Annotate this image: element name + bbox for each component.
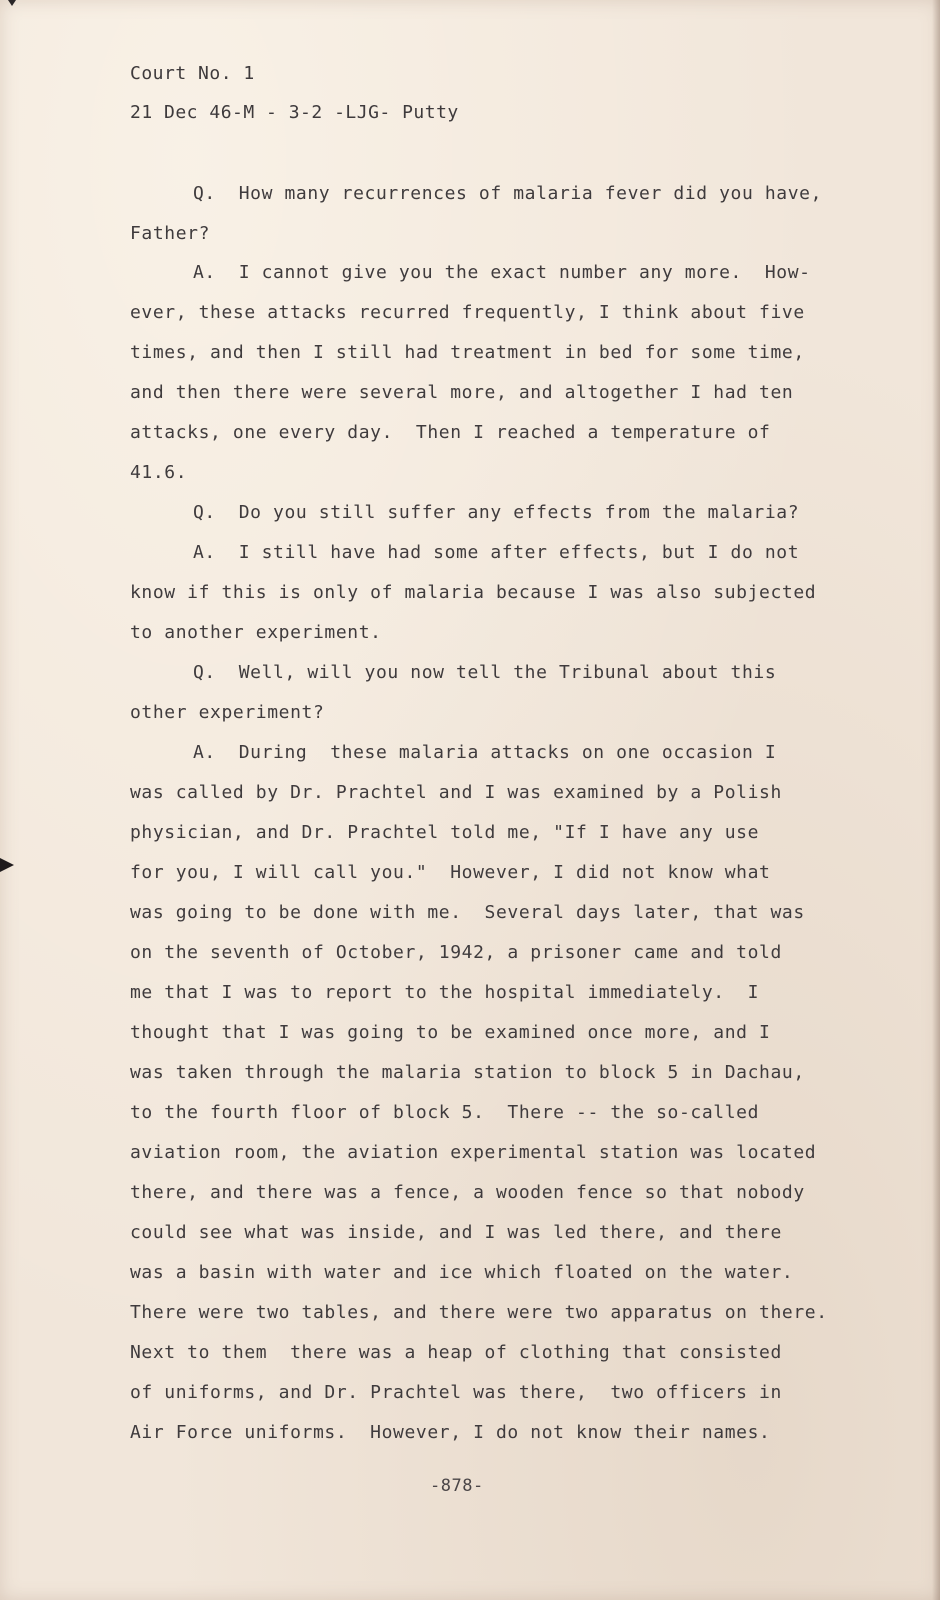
transcript-line: There were two tables, and there were two apparatus on there. [130,1302,828,1323]
transcript-line: Q. Do you still suffer any effects from the malaria? [193,502,800,523]
transcript-line: could see what was inside, and I was led there, and there [130,1222,782,1243]
transcript-line: and then there were several more, and altogether I had ten [130,382,794,403]
transcript-line: was called by Dr. Prachtel and I was examined by a Polish [130,782,782,803]
transcript-line: A. I cannot give you the exact number any more. How- [193,262,811,283]
transcript-line: thought that I was going to be examined once more, and I [130,1022,771,1043]
transcript-line: Q. Well, will you now tell the Tribunal about this [193,662,777,683]
transcript-line: Father? [130,223,211,244]
transcript-line: to another experiment. [130,622,382,643]
transcript-line: of uniforms, and Dr. Prachtel was there, two officers in [130,1382,782,1403]
transcript-line: A. During these malaria attacks on one occasion I [193,742,777,763]
transcript-line: there, and there was a fence, a wooden fence so that nobody [130,1182,805,1203]
transcript-line: know if this is only of malaria because I was also subjected [130,582,817,603]
transcript-line: Air Force uniforms. However, I do not know their names. [130,1422,771,1443]
transcript-line: aviation room, the aviation experimental station was located [130,1142,817,1163]
transcript-line: on the seventh of October, 1942, a prisoner came and told [130,942,782,963]
transcript-line: Next to them there was a heap of clothing that consisted [130,1342,782,1363]
court-number: Court No. 1 [130,63,255,84]
transcript-line: 41.6. [130,462,188,483]
transcript-line: was going to be done with me. Several days later, that was [130,902,805,923]
page-edge-shadow [932,0,940,1600]
transcript-line: Q. How many recurrences of malaria fever did you have, [193,183,823,204]
transcript-line: ever, these attacks recurred frequently, I think about five [130,302,805,323]
transcript-line: physician, and Dr. Prachtel told me, "If I have any use [130,822,760,843]
transcript-line: attacks, one every day. Then I reached a temperature of [130,422,771,443]
page-number: -878- [430,1476,484,1496]
transcript-line: other experiment? [130,702,325,723]
staple-mark [8,0,16,6]
transcript-line: was taken through the malaria station to block 5 in Dachau, [130,1062,805,1083]
binding-mark [0,858,14,872]
transcript-line: for you, I will call you." However, I did not know what [130,862,771,883]
transcript-line: was a basin with water and ice which floated on the water. [130,1262,794,1283]
transcript-line: times, and then I still had treatment in bed for some time, [130,342,805,363]
document-reference: 21 Dec 46-M - 3-2 -LJG- Putty [130,102,459,123]
transcript-line: to the fourth floor of block 5. There -- the so-called [130,1102,760,1123]
transcript-line: me that I was to report to the hospital immediately. I [130,982,760,1003]
transcript-line: A. I still have had some after effects, but I do not [193,542,800,563]
